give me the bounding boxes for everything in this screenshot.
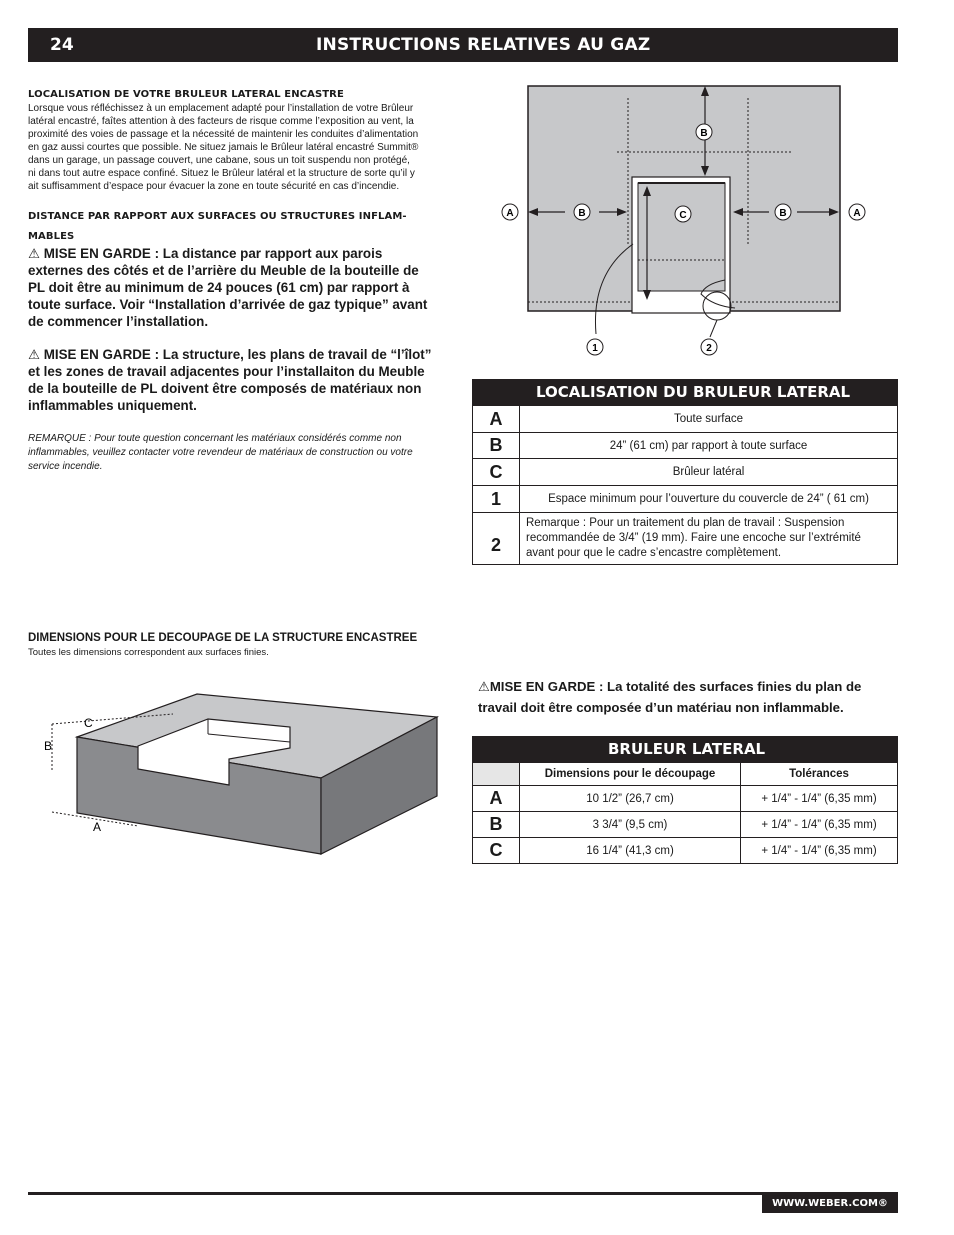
dim-label-a: A xyxy=(93,820,102,834)
svg-text:2: 2 xyxy=(706,343,712,354)
row-key: 2 xyxy=(473,513,520,565)
warning-line: toute surface. Voir “Installation d’arrivée de gaz typique” avant xyxy=(28,297,428,312)
row-dimension: 16 1/4” (41,3 cm) xyxy=(520,838,741,864)
distance-heading-line1: DISTANCE PAR RAPPORT AUX SURFACES OU STRUCTURES INFLAM- xyxy=(28,211,407,222)
label-a-right xyxy=(849,204,865,220)
label-b-left xyxy=(574,204,590,220)
location-line: proximité des voies de passage et la nécessité de maintenir les conduites d’alimentation xyxy=(28,129,419,140)
label-c xyxy=(675,206,691,222)
label-1 xyxy=(587,339,603,355)
svg-text:1: 1 xyxy=(592,343,598,354)
location-table xyxy=(472,379,898,565)
header-tolerances: Tolérances xyxy=(741,763,898,786)
header-blank xyxy=(473,763,520,786)
row-dimension: 10 1/2” (26,7 cm) xyxy=(520,786,741,812)
label-a-left xyxy=(502,204,518,220)
warning-distance xyxy=(28,245,468,330)
location-body xyxy=(28,102,468,193)
page-number: 24 xyxy=(50,35,74,55)
warning-line: inflammables uniquement. xyxy=(28,398,197,413)
location-line: ait suffisamment d’espace pour évacuer la zone en toute sécurité en cas d’incendie. xyxy=(28,181,400,192)
row-tolerance: + 1/4” - 1/4” (6,35 mm) xyxy=(741,812,898,838)
warning-line: ⚠ MISE EN GARDE : La distance par rapport aux parois xyxy=(28,246,383,261)
row-tolerance: + 1/4” - 1/4” (6,35 mm) xyxy=(741,838,898,864)
table-row xyxy=(473,838,898,864)
svg-text:B: B xyxy=(700,128,708,139)
row-value-line: Remarque : Pour un traitement du plan de travail : Suspension xyxy=(526,517,845,529)
svg-text:B: B xyxy=(578,208,586,219)
svg-text:B: B xyxy=(779,208,787,219)
warning-line: de commencer l’installation. xyxy=(28,314,209,329)
row-value: 24” (61 cm) par rapport à toute surface xyxy=(520,433,898,459)
row-tolerance: + 1/4” - 1/4” (6,35 mm) xyxy=(741,786,898,812)
header-dimensions: Dimensions pour le découpage xyxy=(520,763,741,786)
row-value-line: avant pour que le cadre s’encastre complètement. xyxy=(526,547,782,559)
cutout-diagram xyxy=(38,688,443,860)
row-value-line: recommandée de 3/4” (19 mm). Faire une encoche sur l’extrémité xyxy=(526,532,861,544)
label-b-right xyxy=(775,204,791,220)
table-row xyxy=(473,486,898,513)
remark-note xyxy=(28,432,468,474)
warning-line: et les zones de travail adjacentes pour l’installaiton du Meuble xyxy=(28,364,425,379)
svg-text:A: A xyxy=(853,208,861,219)
page-title: INSTRUCTIONS RELATIVES AU GAZ xyxy=(316,35,651,55)
warning-line: ⚠ MISE EN GARDE : La structure, les plans de travail de “l’îlot” xyxy=(28,347,432,362)
note-line: service incendie. xyxy=(28,461,103,472)
row-key: B xyxy=(473,812,520,838)
footer-url[interactable]: WWW.WEBER.COM® xyxy=(762,1195,898,1213)
row-key: 1 xyxy=(473,486,520,513)
row-key: B xyxy=(473,433,520,459)
leader-2 xyxy=(710,320,717,337)
cutout-heading: DIMENSIONS POUR LE DECOUPAGE DE LA STRUCTURE ENCASTREE xyxy=(28,632,418,644)
warning-line: PL doit être au minimum de 24 pouces (61 cm) par rapport à xyxy=(28,280,410,295)
table-row xyxy=(473,406,898,433)
location-table-title: LOCALISATION DU BRULEUR LATERAL xyxy=(472,379,898,405)
location-line: en gaz aussi courtes que possible. Ne situez jamais le Brûleur latéral encastré Summit® xyxy=(28,142,419,153)
dim-label-b: B xyxy=(44,739,53,753)
side-burner xyxy=(638,183,725,291)
location-heading: LOCALISATION DE VOTRE BRULEUR LATERAL ENCASTRE xyxy=(28,89,344,100)
distance-heading-line2: MABLES xyxy=(28,231,75,242)
row-value: Brûleur latéral xyxy=(520,459,898,486)
warning-line: externes des côtés et de l’arrière du Meuble de la bouteille de xyxy=(28,263,419,278)
burner-table xyxy=(472,736,898,864)
location-line: Lorsque vous réfléchissez à un emplacement adapté pour l’installation de votre Brûleur xyxy=(28,103,414,114)
label-b-top xyxy=(696,124,712,140)
svg-text:A: A xyxy=(506,208,514,219)
table-row xyxy=(473,459,898,486)
dim-label-c: C xyxy=(84,716,93,730)
row-value: Espace minimum pour l’ouverture du couvercle de 24” ( 61 cm) xyxy=(520,486,898,513)
clearance-diagram xyxy=(495,84,895,364)
burner-table-title: BRULEUR LATERAL xyxy=(472,736,898,762)
location-line: latéral encastré, faîtes attention à des facteurs de risque comme l’exposition au vent, la xyxy=(28,116,414,127)
row-key: A xyxy=(473,786,520,812)
note-line: inflammables, veuillez contacter votre revendeur de matériaux de construction ou votre xyxy=(28,447,413,458)
row-key: C xyxy=(473,459,520,486)
row-value: Toute surface xyxy=(520,406,898,433)
table-row xyxy=(473,433,898,459)
warning-materials xyxy=(28,346,468,414)
location-line: dans un garage, un passage couvert, une cabane, sous un toit suspendu non protégé, xyxy=(28,155,410,166)
note-line: REMARQUE : Pour toute question concernant les matériaux considérés comme non xyxy=(28,433,402,444)
warning-line: ⚠MISE EN GARDE : La totalité des surfaces finies du plan de xyxy=(478,679,862,694)
row-value xyxy=(520,513,898,565)
row-dimension: 3 3/4” (9,5 cm) xyxy=(520,812,741,838)
table-header-row xyxy=(473,763,898,786)
location-line: ni dans tout autre espace confiné. Situez le Brûleur latéral et la structure de sorte qu’il y xyxy=(28,168,415,179)
table-row xyxy=(473,812,898,838)
warning-countertop xyxy=(478,676,898,718)
cutout-subheading: Toutes les dimensions correspondent aux surfaces finies. xyxy=(28,647,269,658)
warning-line: de la bouteille de PL doivent être composés de matériaux non xyxy=(28,381,422,396)
row-key: A xyxy=(473,406,520,433)
svg-text:C: C xyxy=(679,210,687,221)
label-2 xyxy=(701,339,717,355)
row-key: C xyxy=(473,838,520,864)
warning-line: travail doit être composée d’un matériau non inflammable. xyxy=(478,700,844,715)
page-header xyxy=(28,28,898,62)
table-row xyxy=(473,513,898,565)
table-row xyxy=(473,786,898,812)
